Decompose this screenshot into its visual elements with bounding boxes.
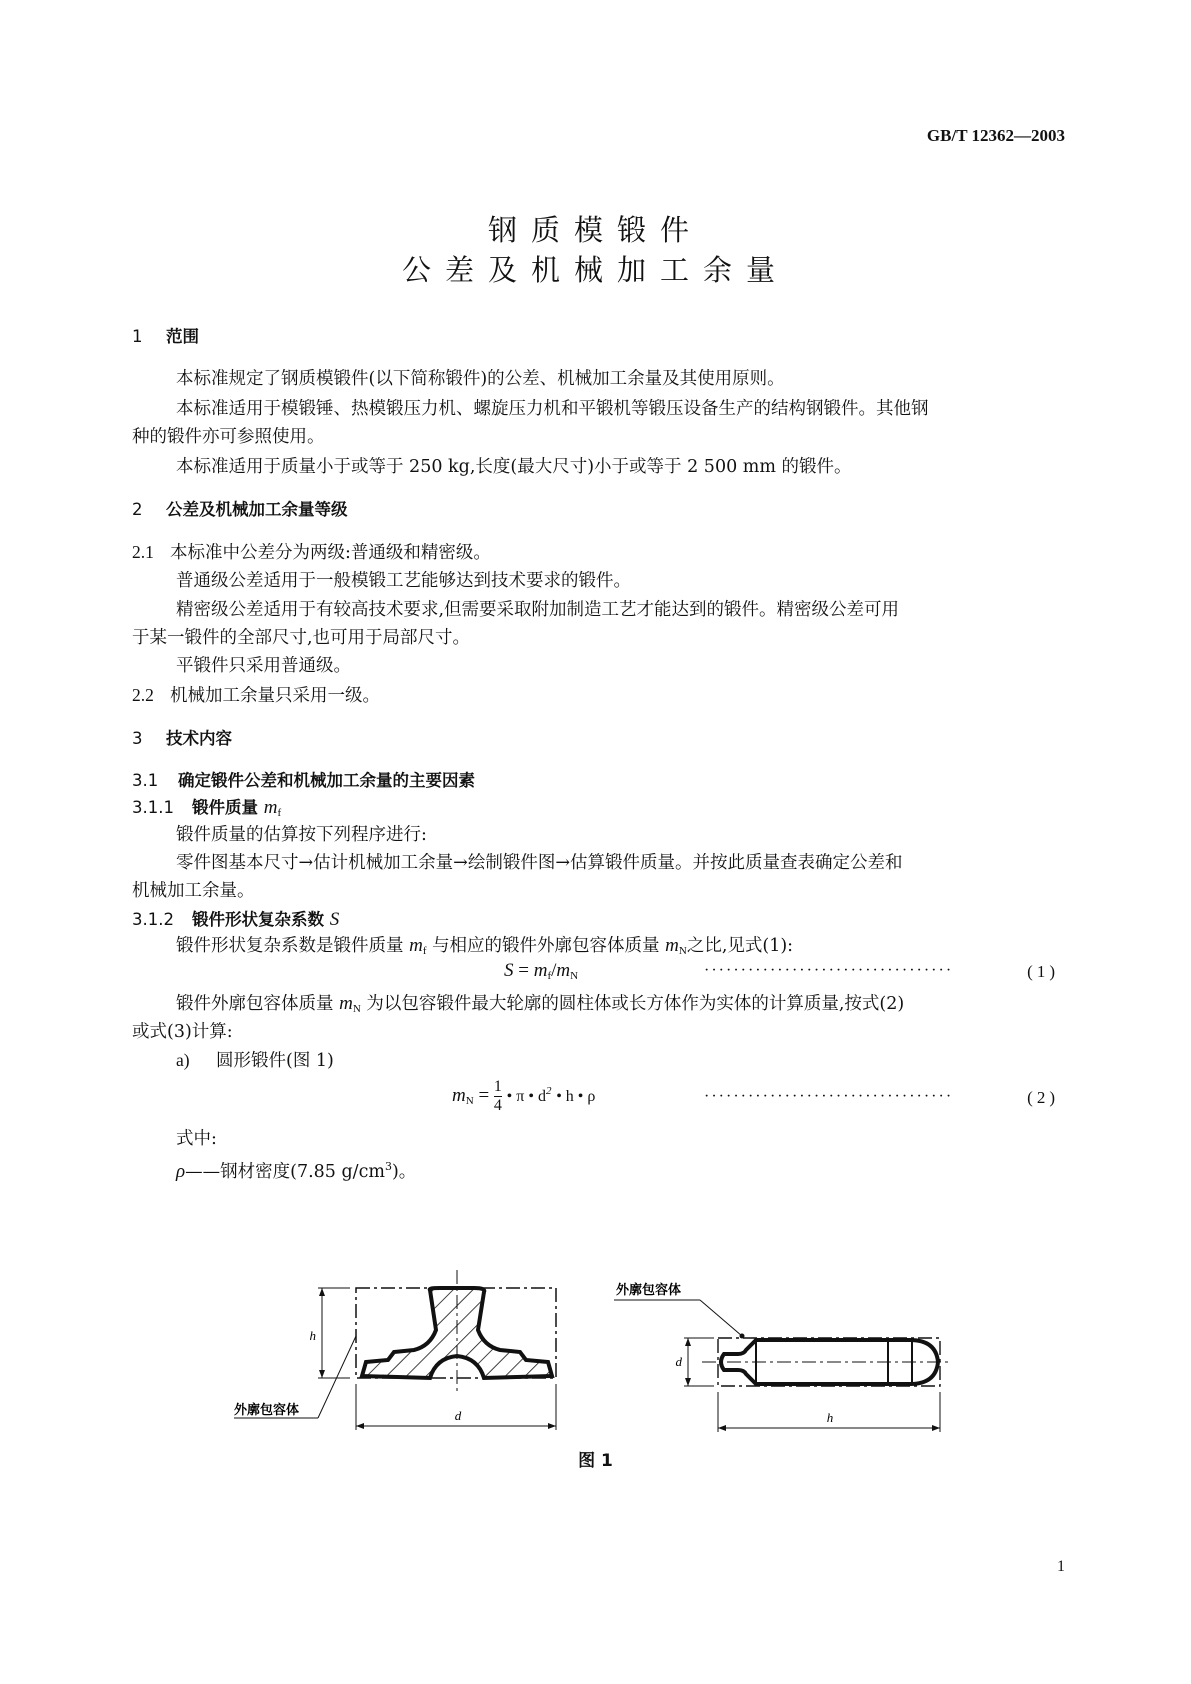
clause-number: 2.2 [132,685,154,705]
symbol-mf: $m_f$ [409,935,427,957]
dim-d-label: d [675,1354,682,1369]
paragraph: 本标准规定了钢质模锻件(以下简称锻件)的公差、机械加工余量及其使用原则。 [176,369,785,389]
clause-number: 2.1 [132,542,154,562]
equation-body: $m_N$ = $\frac{1}{4}$ • π • $d^2$ • h • ρ [452,1078,596,1114]
section-number: 3 [132,729,143,748]
leader-line [318,1336,356,1418]
standard-number: GB/T 12362—2003 [926,126,1065,145]
list-item-a: a) 圆形锻件(图 1) [176,1050,334,1071]
dim-h-label: h [826,1410,834,1425]
left-forging-drawing [234,1270,556,1430]
symbol-mf: $m_f$ [263,797,282,819]
figure-caption: 图 1 [578,1451,613,1471]
section-number: 1 [132,327,143,346]
paragraph: 或式(3)计算: [132,1022,233,1042]
title-line-1: 钢质模锻件 [487,213,703,247]
rho-definition: ρ——钢材密度(7.85 $g/cm^3$)。 [176,1160,417,1182]
dim-h-label: h [309,1328,316,1343]
page-number: 1 [1057,1558,1065,1575]
title-line-2: 公差及机械加工余量 [401,253,789,287]
paragraph: 本标准适用于质量小于或等于 250 kg,长度(最大尺寸)小于或等于 2 500 mm 的锻件。 [176,457,852,477]
paragraph: 零件图基本尺寸→估计机械加工余量→绘制锻件图→估算锻件质量。并按此质量查表确定公差和 [176,853,903,873]
paragraph: 普通级公差适用于一般模锻工艺能够达到技术要求的锻件。 [176,571,631,591]
paragraph: 锻件质量的估算按下列程序进行: [176,825,427,845]
leader-dots: ·································· [704,1088,954,1105]
equation-number: (2) [1027,1088,1059,1107]
clause-title: 确定锻件公差和机械加工余量的主要因素 [178,771,475,790]
clause-number: 3.1.1 [132,798,174,817]
clause-text: 本标准中公差分为两级:普通级和精密级。 [170,543,491,563]
paragraph: 锻件形状复杂系数是锻件质量 $m_f$ 与相应的锻件外廓包容体质量 $m_N$之比,见式(1): [176,935,794,957]
envelope-label-left: 外廓包容体 [234,1403,300,1418]
paragraph: 锻件外廓包容体质量 $m_N$ 为以包容锻件最大轮廓的圆柱体或长方体作为实体的计算质量,按式(2) [176,993,905,1015]
leader-dots: ·································· [704,962,954,979]
section-title: 技术内容 [166,729,232,748]
where-label: 式中: [176,1129,217,1149]
envelope-label-right: 外廓包容体 [616,1283,682,1298]
right-forging-drawing [614,1282,952,1432]
paragraph: 平锻件只采用普通级。 [176,656,351,676]
clause-number: 3.1.2 [132,910,174,929]
leader-line [700,1300,742,1336]
paragraph: 机械加工余量。 [132,881,255,901]
section-title: 范围 [166,327,199,346]
paragraph: 于某一锻件的全部尺寸,也可用于局部尺寸。 [132,628,471,648]
symbol-S: S [329,909,340,930]
equation-number: (1) [1027,962,1059,981]
clause-title: 锻件形状复杂系数 [192,910,324,929]
clause-title: 锻件质量 [192,798,258,817]
equation-body: $S = m_f/m_N$ [504,960,579,982]
section-number: 2 [132,500,143,519]
symbol-mN: $m_N$ [665,935,687,957]
symbol-mN: $m_N$ [339,993,361,1015]
paragraph: 精密级公差适用于有较高技术要求,但需要采取附加制造工艺才能达到的锻件。精密级公差可用 [176,600,900,620]
dim-d-label: d [454,1408,462,1423]
paragraph: 种的锻件亦可参照使用。 [132,427,325,447]
paragraph: 本标准适用于模锻锤、热模锻压力机、螺旋压力机和平锻机等锻压设备生产的结构钢锻件。其他钢 [176,399,929,419]
fraction: $\frac{1}{4}$ [493,1078,502,1114]
clause-text: 机械加工余量只采用一级。 [170,686,380,706]
section-title: 公差及机械加工余量等级 [166,500,348,519]
clause-number: 3.1 [132,771,159,790]
